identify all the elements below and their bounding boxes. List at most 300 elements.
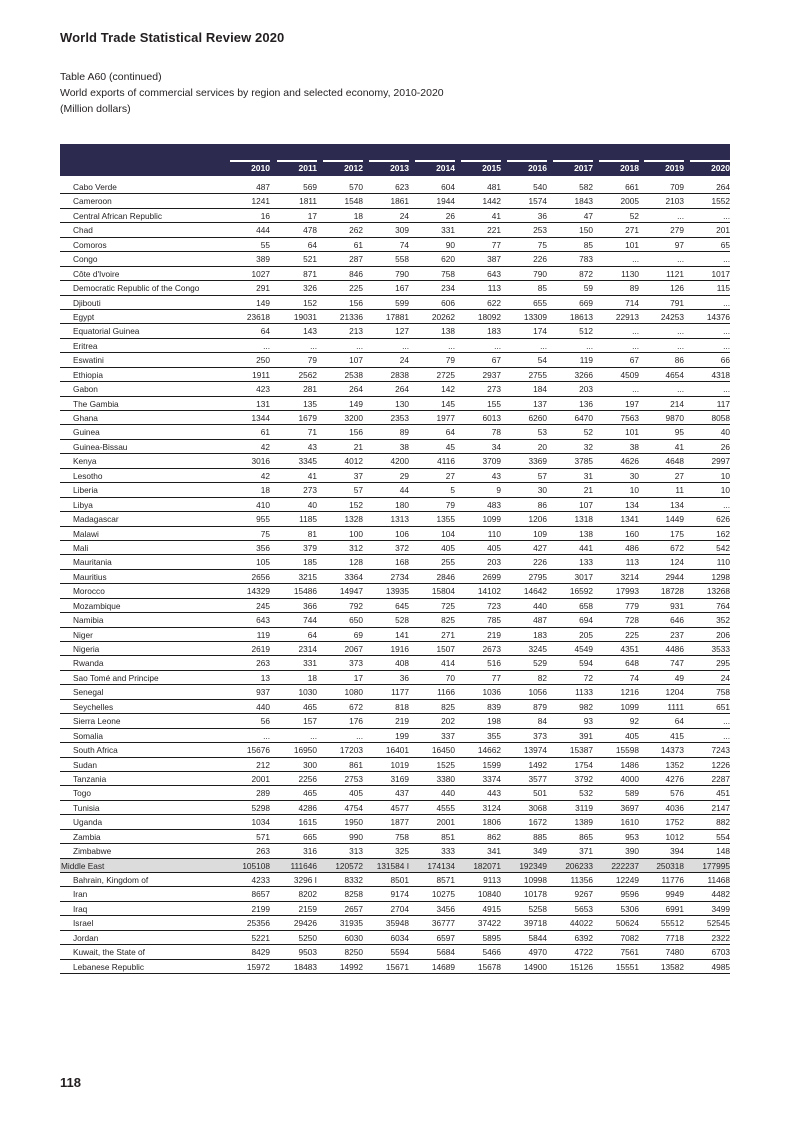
table-cell: 646: [670, 615, 684, 626]
table-cell: 32: [583, 441, 593, 452]
table-row: [60, 758, 730, 772]
table-cell: 655: [533, 297, 547, 308]
table-cell: 24: [399, 210, 409, 221]
table-cell: 222237: [611, 860, 639, 871]
table-cell: 10275: [431, 889, 455, 900]
table-cell: 101: [625, 239, 639, 250]
table-cell: 36: [537, 210, 547, 221]
table-cell: 18: [260, 485, 270, 496]
table-cell: 226: [533, 254, 547, 265]
table-cell: 182071: [473, 860, 501, 871]
table-cell: 790: [395, 268, 409, 279]
table-cell: 1811: [299, 196, 317, 207]
table-cell: 264: [716, 182, 730, 192]
table-cell: 17: [353, 672, 363, 683]
table-cell: 9870: [665, 413, 684, 423]
table-cell: 405: [441, 542, 455, 553]
table-cell: 14662: [477, 745, 501, 756]
table-cell: 61: [353, 239, 363, 250]
table-cell: 14376: [706, 311, 730, 322]
table-cell: ...: [677, 210, 684, 221]
table-row: [60, 180, 730, 194]
table-cell: 1241: [251, 196, 270, 207]
table-cell: 569: [303, 182, 317, 192]
table-cell: 785: [487, 615, 501, 626]
table-row: [60, 743, 730, 757]
table-cell: 35948: [385, 918, 409, 929]
table-cell: 203: [579, 384, 593, 395]
table-cell: 92: [629, 716, 639, 727]
year-header-2017: 2017: [551, 160, 593, 176]
row-label: Israel: [73, 918, 94, 929]
table-row: [60, 425, 730, 439]
table-cell: 955: [256, 514, 270, 525]
table-cell: 18092: [477, 311, 501, 322]
table-cell: 758: [395, 831, 409, 842]
table-cell: 2704: [390, 903, 409, 914]
table-cell: 183: [533, 629, 547, 640]
table-cell: 791: [670, 297, 684, 308]
table-cell: 882: [716, 817, 730, 828]
table-cell: 5: [450, 485, 455, 496]
table-cell: 15551: [615, 961, 639, 972]
table-cell: 16450: [431, 745, 455, 756]
table-cell: 113: [487, 283, 501, 294]
table-cell: 1298: [711, 571, 730, 582]
table-cell: 131: [256, 398, 270, 409]
table-cell: 3016: [251, 456, 270, 467]
table-cell: 149: [256, 297, 270, 308]
row-label: Sierra Leone: [73, 716, 121, 727]
table-cell: 36777: [431, 918, 455, 929]
table-cell: 119: [579, 355, 593, 366]
table-cell: 2199: [251, 903, 270, 914]
table-cell: 176: [349, 716, 363, 727]
table-cell: 451: [716, 788, 730, 799]
table-cell: 180: [395, 499, 409, 510]
table-cell: 405: [625, 730, 639, 741]
year-header-2011: 2011: [275, 160, 317, 176]
row-label: Mauritania: [73, 557, 112, 568]
table-cell: 16401: [385, 745, 409, 756]
row-label: Democratic Republic of the Congo: [73, 283, 200, 294]
table-cell: 3456: [436, 903, 455, 914]
table-cell: 5298: [251, 802, 270, 813]
table-cell: 5306: [620, 903, 639, 914]
table-cell: 1916: [390, 644, 409, 654]
table-row: [60, 700, 730, 714]
table-cell: ...: [263, 340, 270, 351]
table-cell: ...: [632, 326, 639, 337]
table-cell: 3124: [482, 802, 501, 813]
table-cell: 331: [303, 658, 317, 669]
table-cell: 271: [625, 225, 639, 236]
table-cell: 3215: [298, 571, 317, 582]
table-cell: 3266: [574, 369, 593, 380]
table-cell: 2699: [482, 571, 501, 582]
table-cell: 74: [629, 672, 639, 683]
row-label: Djibouti: [73, 297, 101, 308]
table-cell: 606: [441, 297, 455, 308]
table-cell: 245: [256, 600, 270, 611]
table-cell: 75: [260, 528, 270, 539]
table-cell: 3697: [620, 802, 639, 813]
table-row: [60, 786, 730, 800]
table-cell: 512: [579, 326, 593, 337]
table-cell: 4486: [665, 644, 684, 654]
table-cell: 3345: [298, 456, 317, 467]
table-cell: 17993: [615, 586, 639, 597]
table-cell: 174134: [427, 860, 455, 871]
table-row: [60, 642, 730, 656]
table-cell: 9: [496, 485, 501, 496]
table-cell: 250: [256, 355, 270, 366]
table-cell: 599: [395, 297, 409, 308]
table-cell: 9503: [298, 947, 317, 958]
table-cell: 4722: [574, 947, 593, 958]
table-cell: 27: [674, 470, 684, 481]
table-cell: 81: [307, 528, 317, 539]
table-cell: 1610: [620, 817, 639, 828]
table-cell: 263: [256, 846, 270, 857]
table-cell: 540: [533, 182, 547, 192]
table-cell: 105: [256, 557, 270, 568]
table-cell: 97: [674, 239, 684, 250]
table-cell: 792: [349, 600, 363, 611]
table-cell: 79: [445, 355, 455, 366]
table-cell: 2067: [344, 644, 363, 654]
table-cell: 8202: [298, 889, 317, 900]
table-cell: 134: [625, 499, 639, 510]
table-cell: 86: [674, 355, 684, 366]
document-title: World Trade Statistical Review 2020: [60, 30, 285, 45]
table-row: [60, 555, 730, 569]
table-cell: 1672: [528, 817, 547, 828]
table-cell: 2538: [344, 369, 363, 380]
table-cell: 156: [349, 427, 363, 438]
table-cell: 42: [260, 441, 270, 452]
table-cell: 85: [537, 283, 547, 294]
row-label: Egypt: [73, 311, 95, 322]
table-cell: 40: [307, 499, 317, 510]
table-cell: 4549: [574, 644, 593, 654]
table-cell: 89: [399, 427, 409, 438]
table-cell: 728: [625, 615, 639, 626]
table-cell: 9113: [483, 875, 501, 885]
table-cell: 13309: [523, 311, 547, 322]
table-cell: 521: [303, 254, 317, 265]
table-cell: 2005: [620, 196, 639, 207]
table-cell: 8657: [251, 889, 270, 900]
table-cell: 71: [307, 427, 317, 438]
table-cell: 86: [537, 499, 547, 510]
table-cell: 554: [716, 831, 730, 842]
table-cell: 1130: [621, 268, 639, 279]
table-cell: 825: [441, 615, 455, 626]
table-cell: 3214: [620, 571, 639, 582]
table-cell: 273: [303, 485, 317, 496]
table-cell: 5844: [528, 932, 547, 943]
table-cell: 40: [720, 427, 730, 438]
table-cell: 648: [625, 658, 639, 669]
table-cell: 23618: [246, 311, 270, 322]
table-cell: 198: [487, 716, 501, 727]
table-cell: 16592: [569, 586, 593, 597]
table-cell: 390: [625, 846, 639, 857]
table-cell: 65: [720, 239, 730, 250]
row-label: The Gambia: [73, 398, 119, 409]
table-cell: 93: [583, 716, 593, 727]
table-cell: 142: [441, 384, 455, 395]
table-cell: 444: [256, 225, 270, 236]
row-label: Tanzania: [73, 773, 107, 784]
table-cell: 18483: [293, 961, 317, 972]
row-label: Namibia: [73, 615, 104, 626]
table-cell: 1206: [528, 514, 547, 525]
table-cell: 1111: [667, 701, 684, 712]
table-cell: 225: [349, 283, 363, 294]
row-label: Eritrea: [73, 340, 98, 351]
table-cell: 725: [441, 600, 455, 611]
table-cell: 10840: [477, 889, 501, 900]
table-cell: 300: [303, 759, 317, 770]
table-cell: 325: [395, 846, 409, 857]
table-cell: 27: [445, 470, 455, 481]
table-cell: ...: [677, 326, 684, 337]
table-cell: 2657: [344, 903, 363, 914]
table-row: [60, 714, 730, 728]
table-cell: 366: [303, 600, 317, 611]
table-cell: 2322: [711, 932, 730, 943]
table-cell: 8332: [344, 875, 363, 885]
page-number: 118: [60, 1075, 81, 1090]
table-cell: 391: [579, 730, 593, 741]
table-cell: 4626: [620, 456, 639, 467]
table-cell: 15804: [431, 586, 455, 597]
row-label: Niger: [73, 629, 93, 640]
table-cell: 64: [307, 239, 317, 250]
table-cell: 10: [720, 470, 730, 481]
table-cell: 203: [487, 557, 501, 568]
table-cell: 18728: [660, 586, 684, 597]
row-label: Malawi: [73, 528, 99, 539]
table-cell: 355: [487, 730, 501, 741]
table-cell: 4200: [390, 456, 409, 467]
table-cell: 160: [625, 528, 639, 539]
table-cell: 4233: [251, 875, 270, 885]
table-cell: 11: [675, 485, 684, 496]
table-cell: 1944: [436, 196, 455, 207]
row-label: Guinea-Bissau: [73, 441, 128, 452]
table-row: [60, 397, 730, 411]
table-cell: 3709: [482, 456, 501, 467]
table-cell: 15598: [615, 745, 639, 756]
table-cell: 594: [579, 658, 593, 669]
table-cell: 643: [487, 268, 501, 279]
table-cell: 1080: [344, 687, 363, 698]
table-cell: 10998: [523, 875, 547, 885]
table-cell: 4648: [665, 456, 684, 467]
table-cell: 423: [256, 384, 270, 395]
table-cell: 4482: [711, 889, 730, 900]
table-cell: 1492: [528, 759, 547, 770]
table-cell: 15678: [477, 961, 501, 972]
table-cell: 440: [533, 600, 547, 611]
table-row: [60, 281, 730, 295]
table-row: [60, 310, 730, 324]
row-label: Kuwait, the State of: [73, 947, 145, 958]
table-cell: 201: [716, 225, 730, 236]
table-body: [60, 180, 730, 974]
table-cell: 623: [395, 182, 409, 192]
row-label: Iraq: [73, 903, 88, 914]
table-cell: 1615: [298, 817, 317, 828]
table-cell: ...: [677, 340, 684, 351]
table-cell: 2619: [251, 644, 270, 654]
table-cell: 111646: [290, 860, 317, 871]
table-cell: 20262: [431, 311, 455, 322]
table-cell: 661: [625, 182, 639, 192]
table-cell: 5653: [574, 903, 593, 914]
table-cell: 764: [716, 600, 730, 611]
table-cell: 931: [670, 600, 684, 611]
table-cell: ...: [723, 384, 730, 395]
table-row: [60, 570, 730, 584]
table-cell: 2562: [298, 369, 317, 380]
row-label: Cameroon: [73, 196, 112, 207]
table-cell: 4036: [665, 802, 684, 813]
table-cell: 872: [579, 268, 593, 279]
table-cell: 2734: [390, 571, 409, 582]
table-row: [60, 382, 730, 396]
table-cell: 2001: [436, 817, 455, 828]
table-cell: 443: [487, 788, 501, 799]
table-cell: 3533: [711, 644, 730, 654]
table-cell: 658: [579, 600, 593, 611]
table-cell: 41: [491, 210, 501, 221]
table-cell: 206233: [565, 860, 593, 871]
row-label: Uganda: [73, 817, 103, 828]
table-cell: 177995: [702, 860, 730, 871]
table-cell: 38: [399, 441, 409, 452]
table-cell: 1027: [251, 268, 270, 279]
table-cell: 255: [441, 557, 455, 568]
table-cell: 24: [399, 355, 409, 366]
table-cell: 31: [583, 470, 593, 481]
table-cell: 4000: [620, 773, 639, 784]
table-cell: 1344: [251, 413, 270, 423]
table-cell: 84: [537, 716, 547, 727]
table-cell: 1548: [344, 196, 363, 207]
table-cell: 20: [537, 441, 547, 452]
row-label: Mali: [73, 542, 89, 553]
table-cell: 8571: [436, 875, 455, 885]
table-cell: 3169: [390, 773, 409, 784]
table-row: [60, 353, 730, 367]
table-row: [60, 209, 730, 223]
table-cell: 41: [307, 470, 317, 481]
table-cell: 52: [583, 427, 593, 438]
table-cell: 197: [625, 398, 639, 409]
table-cell: 3499: [711, 903, 730, 914]
table-cell: 851: [441, 831, 455, 842]
table-cell: 4509: [620, 369, 639, 380]
table-cell: 50624: [615, 918, 639, 929]
table-cell: ...: [632, 254, 639, 265]
row-label: Comoros: [73, 239, 107, 250]
table-cell: 405: [349, 788, 363, 799]
table-cell: 10178: [523, 889, 547, 900]
table-cell: 273: [487, 384, 501, 395]
table-cell: 6030: [344, 932, 363, 943]
table-cell: 379: [303, 542, 317, 553]
table-cell: 3119: [575, 802, 593, 813]
table-cell: 1341: [620, 514, 639, 525]
table-cell: 3374: [482, 773, 501, 784]
table-cell: 532: [579, 788, 593, 799]
table-row: [60, 628, 730, 642]
table-cell: 582: [579, 182, 593, 192]
table-cell: ...: [586, 340, 593, 351]
table-cell: 487: [256, 182, 270, 192]
table-cell: 79: [307, 355, 317, 366]
table-cell: 22913: [615, 311, 639, 322]
table-cell: 19031: [293, 311, 317, 322]
table-row: [60, 599, 730, 613]
table-cell: 15387: [569, 745, 593, 756]
table-cell: 264: [349, 384, 363, 395]
table-cell: 1017: [711, 268, 730, 279]
table-cell: 219: [487, 629, 501, 640]
table-cell: 55: [260, 239, 270, 250]
table-cell: 21: [583, 485, 593, 496]
table-row: [60, 267, 730, 281]
table-cell: 7243: [711, 745, 730, 756]
table-cell: 3245: [528, 644, 547, 654]
table-cell: 30: [537, 485, 547, 496]
table-cell: 846: [349, 268, 363, 279]
table-cell: 571: [256, 831, 270, 842]
table-cell: 3068: [528, 802, 547, 813]
table-cell: 42: [260, 470, 270, 481]
table-cell: 126: [670, 283, 684, 294]
table-cell: 199: [395, 730, 409, 741]
row-label: Lebanese Republic: [73, 961, 145, 972]
table-cell: 440: [441, 788, 455, 799]
table-cell: 570: [349, 182, 363, 192]
table-row: [60, 801, 730, 815]
table-cell: 2314: [298, 644, 317, 654]
table-cell: 1177: [391, 687, 409, 698]
row-label: Somalia: [73, 730, 103, 741]
table-cell: 528: [395, 615, 409, 626]
table-row: [60, 194, 730, 208]
table-row: [60, 339, 730, 353]
table-cell: 120572: [335, 860, 363, 871]
table-cell: 341: [487, 846, 501, 857]
table-cell: 5594: [390, 947, 409, 958]
table-cell: 72: [583, 672, 593, 683]
table-cell: 44022: [569, 918, 593, 929]
table-units: (Million dollars): [60, 103, 131, 115]
table-cell: 486: [625, 542, 639, 553]
table-cell: 672: [349, 701, 363, 712]
table-cell: 818: [395, 701, 409, 712]
table-cell: 6034: [390, 932, 409, 943]
table-cell: 29426: [293, 918, 317, 929]
table-cell: 669: [579, 297, 593, 308]
table-cell: 30: [629, 470, 639, 481]
